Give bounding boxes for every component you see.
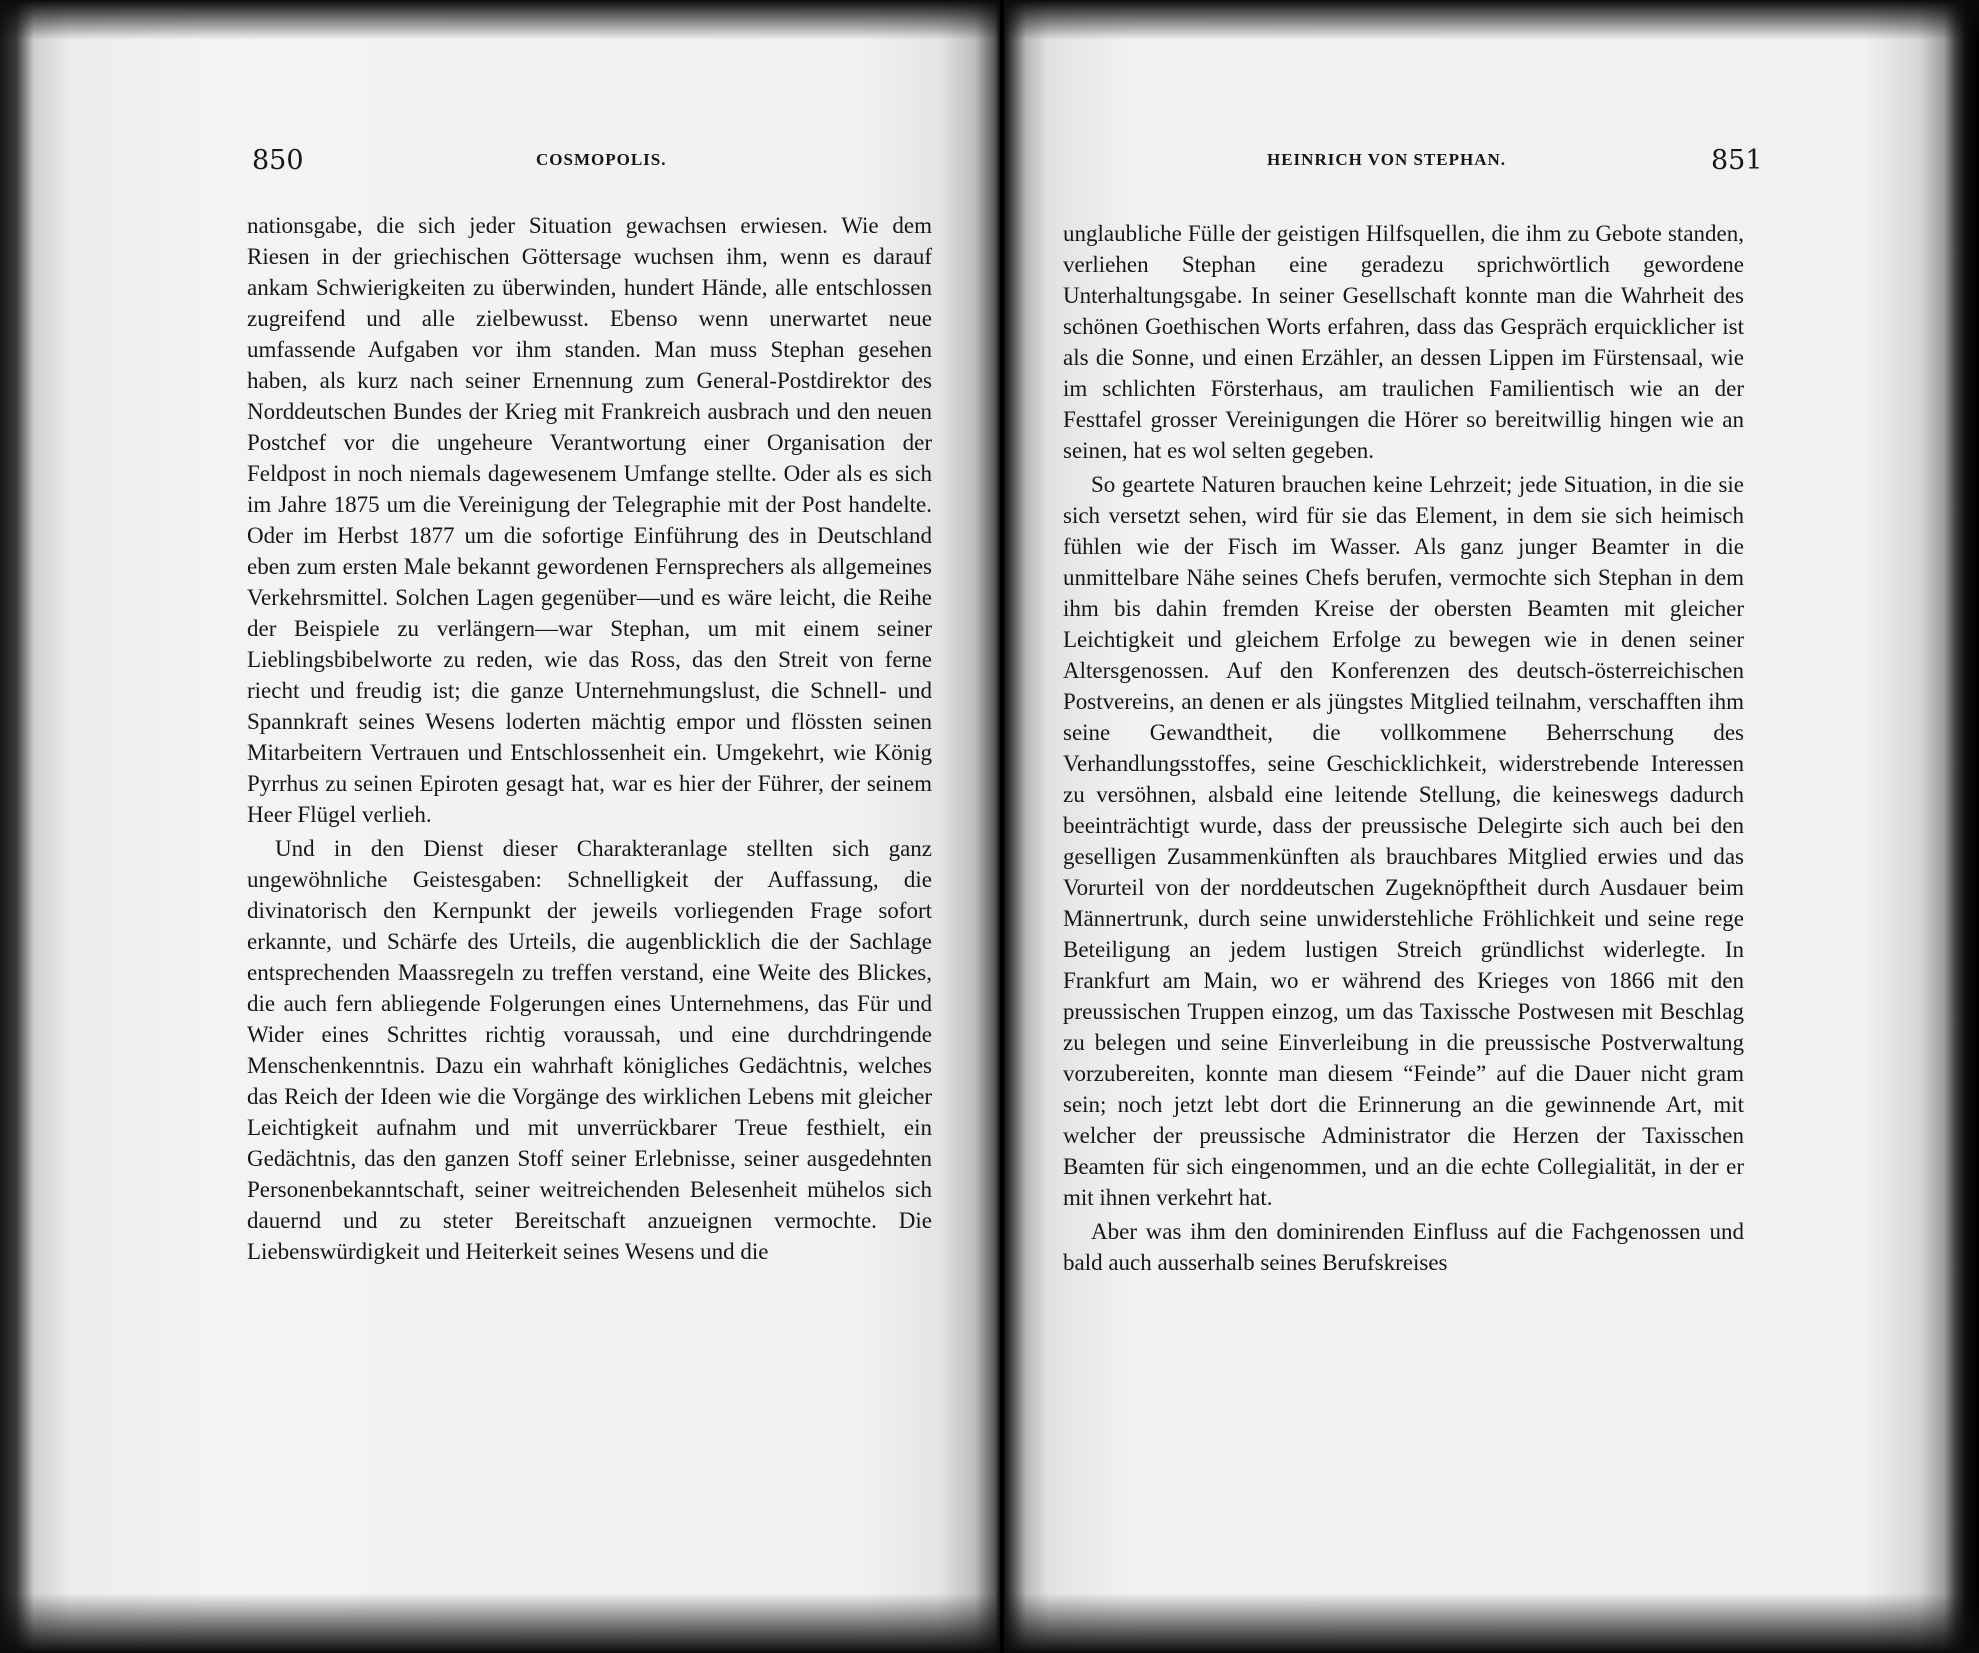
paragraph: nationsgabe, die sich jeder Situation gewachsen erwiesen. Wie dem Riesen in der griechischen Göttersage wuchsen ihm, wenn es darauf ankam Schwierigkeiten zu überwinden, hundert Hände, alle entschlossen zugreifend und alle zielbewusst. Ebenso wenn unerwartet neue umfassende Aufgaben vor ihm standen. Man muss Stephan gesehen haben, als kurz nach seiner Ernennung zum General-Postdirektor des Norddeutschen Bundes der Krieg mit Frankreich ausbrach und den neuen Postchef vor die ungeheure Verantwortung einer Organisation der Feldpost in noch niemals dagewesenem Umfange stellte. Oder als es sich im Jahre 1875 um die Vereinigung der Telegraphie mit der Post handelte. Oder im Herbst 1877 um die sofortige Einführung des in Deutschland eben zum ersten Male bekannt gewordenen Fernsprechers als allgemeines Verkehrsmittel. Solchen Lagen gegenüber—und es wäre leicht, die Reihe der Beispiele zu verlängern—war Stephan, um mit einem seiner Lieblingsbibelworte zu reden, wie das Ross, das den Streit von ferne riecht und freudig ist; die ganze Unternehmungslust, die Schnell- und Spannkraft seines Wesens loderten mächtig empor und flössten seinen Mitarbeitern Vertrauen und Entschlossenheit ein. Umgekehrt, wie König Pyrrhus zu seinen Epiroten gesagt hat, war es hier der Führer, der seinem Heer Flügel verlieh. — [247, 213, 932, 827]
running-head: HEINRICH VON STEPHAN. — [1267, 150, 1507, 169]
body-text — [247, 210, 932, 1267]
paragraph: Aber was ihm den dominirenden Einfluss auf die Fachgenossen und bald auch ausserhalb seines Berufskreises — [1063, 1219, 1744, 1275]
body-text — [1063, 218, 1744, 1278]
paragraph: unglaubliche Fülle der geistigen Hilfsquellen, die ihm zu Gebote standen, verliehen Stephan eine geradezu sprichwörtlich gewordene Unterhaltungsgabe. In seiner Gesellschaft konnte man die Wahrheit des schönen Goethischen Worts erfahren, dass das Gespräch erquicklicher ist als die Sonne, und einen Erzähler, an dessen Lippen im Fürstensaal, wie im schlichten Försterhaus, am traulichen Familientisch wie an der Festtafel grosser Vereinigungen die Hörer so bereitwillig hingen wie an seinen, hat es wol selten gegeben. — [1063, 221, 1744, 463]
paragraph: So geartete Naturen brauchen keine Lehrzeit; jede Situation, in die sie sich versetzt sehen, wird für sie das Element, in dem sie sich heimisch fühlen wie der Fisch im Wasser. Als ganz junger Beamter in die unmittelbare Nähe seines Chefs berufen, vermochte sich Stephan in dem ihm bis dahin fremden Kreise der obersten Beamten mit gleicher Leichtigkeit und gleichem Erfolge zu bewegen wie in denen seiner Altersgenossen. Auf den Konferenzen des deutsch-österreichischen Postvereins, an denen er als jüngstes Mitglied teilnahm, verschafften ihm seine Gewandtheit, die vollkommene Beherrschung des Verhandlungsstoffes, seine Geschicklichkeit, widerstrebende Interessen zu versöhnen, alsbald eine leitende Stellung, die keineswegs dadurch beeinträchtigt wurde, dass der preussische Delegirte sich auch bei den geselligen Zusammenkünften als brauchbares Mitglied erwies und das Vorurteil von der norddeutschen Zugeknöpftheit durch Ausdauer beim Männertrunk, durch seine unwiderstehliche Fröhlichkeit und seine rege Beteiligung an jedem lustigen Streich gründlichst widerlegte. In Frankfurt am Main, wo er während des Krieges von 1866 mit den preussischen Truppen einzog, um das Taxissche Postwesen mit Beschlag zu belegen und seine Einverleibung in die preussische Postverwaltung vorzubereiten, konnte man diesem “Feinde” auf die Dauer nicht gram sein; noch jetzt lebt dort die Erinnerung an die gewinnende Art, mit welcher der preussische Administrator die Herzen der Taxisschen Beamten für sich eingenommen, und an die echte Collegialität, in der er mit ihnen verkehrt hat. — [1063, 472, 1744, 1210]
page-number: 851 — [1711, 145, 1763, 176]
right-page — [1004, 0, 1979, 1653]
running-head: COSMOPOLIS. — [536, 150, 667, 169]
page-number: 850 — [252, 145, 304, 176]
paragraph: Und in den Dienst dieser Charakteranlage stellten sich ganz ungewöhnliche Geistesgaben: Schnelligkeit der Auffassung, die divinatorisch den Kernpunkt der jeweils vorliegenden Frage sofort erkannte, und Schärfe des Urteils, die augenblicklich die der Sachlage entsprechenden Maassregeln zu treffen verstand, eine Weite des Blickes, die auch fern abliegende Folgerungen eines Unternehmens, das Für und Wider eines Schrittes richtig voraussah, und eine durchdringende Menschenkenntnis. Dazu ein wahrhaft königliches Gedächtnis, welches das Reich der Ideen wie die Vorgänge des wirklichen Lebens mit gleicher Leichtigkeit aufnahm und mit unverrückbarer Treue festhielt, ein Gedächtnis, das den ganzen Stoff seiner Erlebnisse, seiner ausgedehnten Personenbekanntschaft, seiner weitreichenden Belesenheit mühelos sich dauernd und zu steter Bereitschaft anzueignen vermochte. Die Liebenswürdigkeit und Heiterkeit seines Wesens und die — [247, 836, 932, 1264]
